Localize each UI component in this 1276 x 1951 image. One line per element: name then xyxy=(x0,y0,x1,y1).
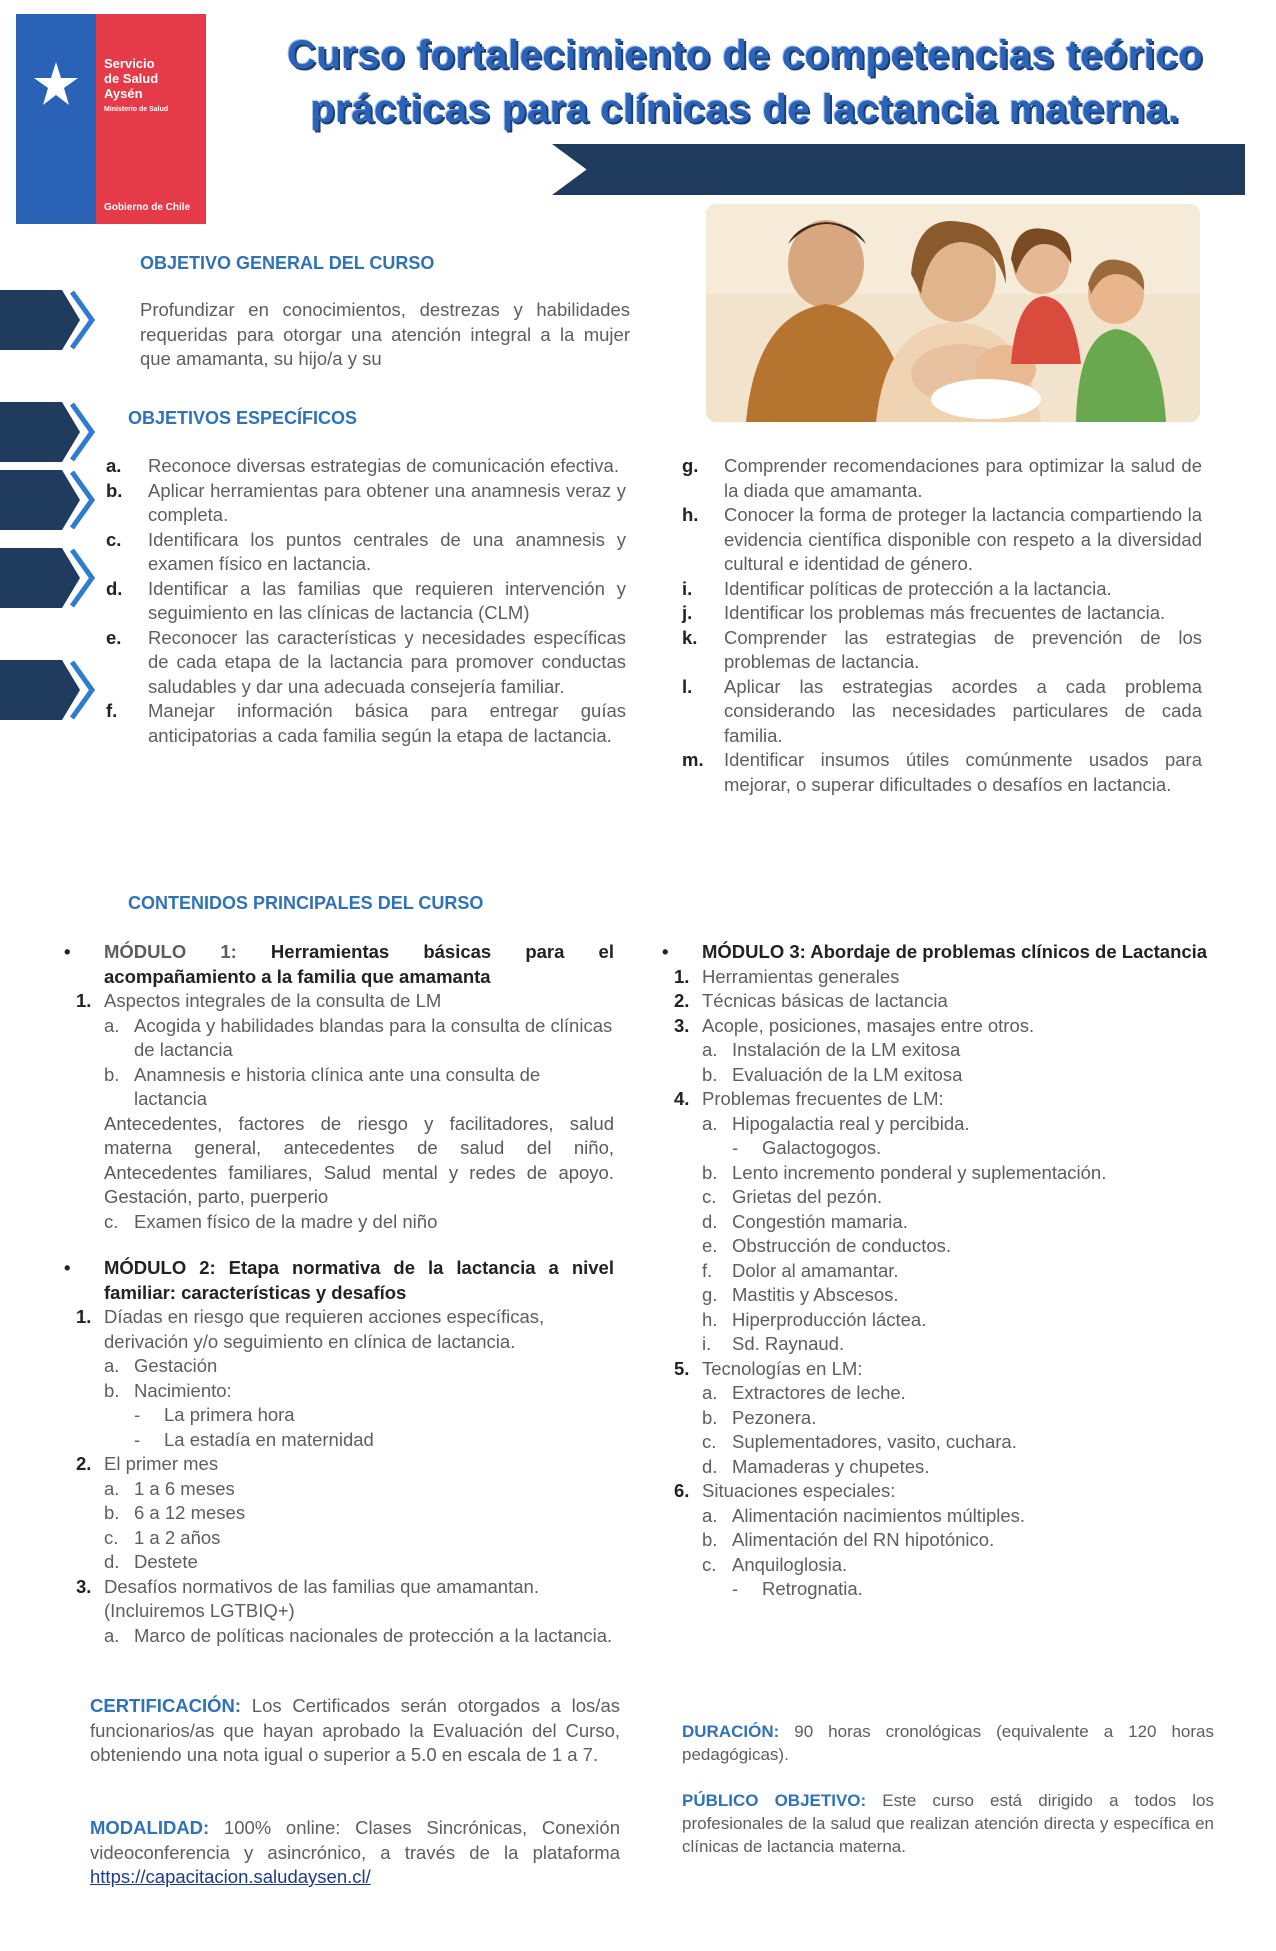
duracion-block xyxy=(682,1720,1214,1766)
list-marker: b. xyxy=(702,1406,718,1428)
objetivo-text: Identificar insumos útiles comúnmente usados para mejorar, o superar dificultades o desafíos en lactancia. xyxy=(724,749,1202,795)
list-marker: g. xyxy=(682,455,699,476)
objetivo-text: Identificar a las familias que requieren intervención y seguimiento en las clínicas de lactancia (CLM) xyxy=(148,577,626,623)
list-marker: b. xyxy=(104,1063,120,1085)
list-item-text: Alimentación nacimientos múltiples. xyxy=(732,1504,1026,1526)
list-item xyxy=(662,1112,1214,1137)
list-marker: i. xyxy=(702,1333,712,1354)
objetivo-item xyxy=(682,601,1202,626)
list-marker: a. xyxy=(104,1355,120,1376)
list-item xyxy=(64,1354,614,1379)
list-item xyxy=(64,1575,614,1624)
logo-org-line1: Servicio xyxy=(104,56,155,71)
objetivo-text: Conocer la forma de proteger la lactancia compartiendo la evidencia científica disponible con respeto a la diversidad cultural e identidad de género. xyxy=(724,504,1202,574)
list-marker: b. xyxy=(104,1502,120,1523)
publico-text: Este curso está dirigido a todos los profesionales de la salud que realizan atención directa y específica en clínicas de lactancia materna. xyxy=(682,1791,1214,1856)
list-marker: e. xyxy=(106,626,122,648)
list-marker: - xyxy=(134,1428,141,1450)
certificacion-text: Los Certificados serán otorgados a los/as funcionarios/as que hayan aprobado la Evaluación del Curso, obteniendo una nota igual o superior a 5.0 en escala de 1 a 7. xyxy=(90,1695,620,1765)
objetivo-item xyxy=(682,454,1202,503)
bullet-icon: • xyxy=(662,941,669,962)
objetivo-general-text: Profundizar en conocimientos, destrezas y habilidades requeridas para otorgar una atención integral a la mujer que amamanta, su hijo/a y su xyxy=(140,299,630,369)
modulo-3-name: MÓDULO 3: Abordaje de problemas clínicos de Lactancia xyxy=(702,941,1208,962)
list-marker: - xyxy=(134,1404,141,1425)
list-item xyxy=(662,1063,1214,1088)
page-title xyxy=(240,28,1250,136)
list-item-text: El primer mes xyxy=(104,1453,219,1474)
list-marker: a. xyxy=(702,1504,718,1526)
logo-org-name xyxy=(104,56,158,101)
list-marker: c. xyxy=(104,1526,119,1548)
publico-block xyxy=(682,1789,1214,1858)
modulo-1-section xyxy=(64,940,614,1234)
list-item-text: Aspectos integrales de la consulta de LM xyxy=(104,990,442,1011)
list-marker: b. xyxy=(106,479,123,501)
list-item-text: Anquiloglosia. xyxy=(732,1553,848,1575)
list-marker: b. xyxy=(702,1161,718,1183)
list-item-text: Hiperproducción láctea. xyxy=(732,1308,927,1330)
list-marker: h. xyxy=(682,504,699,525)
institution-logo xyxy=(16,14,206,224)
list-item-text: Galactogogos. xyxy=(762,1137,882,1158)
objetivo-item xyxy=(106,577,626,626)
list-item xyxy=(662,989,1214,1014)
objetivo-item xyxy=(106,626,626,700)
list-item xyxy=(64,1403,614,1428)
list-item-text: Situaciones especiales: xyxy=(702,1480,896,1501)
list-item-text: Técnicas básicas de lactancia xyxy=(702,990,948,1011)
list-marker: a. xyxy=(104,1477,120,1499)
chevron-decoration-1 xyxy=(0,290,100,350)
list-item-text: Hipogalactia real y percibida. xyxy=(732,1112,970,1134)
objetivo-item xyxy=(682,577,1202,602)
list-item xyxy=(662,1455,1214,1480)
certificacion-label: CERTIFICACIÓN: xyxy=(90,1695,242,1716)
list-item-text: Tecnologías en LM: xyxy=(702,1357,863,1379)
list-marker: g. xyxy=(702,1284,718,1305)
list-item xyxy=(662,1136,1214,1161)
list-marker: e. xyxy=(702,1235,718,1256)
list-item-text: 6 a 12 meses xyxy=(134,1502,246,1523)
objetivo-text: Reconocer las características y necesidades específicas de cada etapa de la lactancia para promover conductas saludables y dar una adecuada consejería familiar. xyxy=(148,626,626,697)
list-marker: a. xyxy=(702,1039,718,1060)
logo-red-panel xyxy=(96,14,206,224)
title-banner-bar xyxy=(552,144,1245,195)
list-item-text: Examen físico de la madre y del niño xyxy=(134,1210,438,1232)
chevron-decoration-3 xyxy=(0,470,100,530)
list-item xyxy=(662,1234,1214,1259)
bullet-icon: • xyxy=(64,941,71,962)
list-marker: c. xyxy=(702,1431,717,1452)
list-marker: b. xyxy=(702,1063,718,1085)
list-item xyxy=(662,1479,1214,1504)
list-item-text: Alimentación del RN hipotónico. xyxy=(732,1529,995,1550)
objetivo-item xyxy=(106,528,626,577)
objetivo-item xyxy=(106,479,626,528)
modulo-1-prefix: MÓDULO 1: xyxy=(104,941,237,962)
list-marker: d. xyxy=(702,1455,718,1477)
list-item xyxy=(662,1357,1214,1382)
list-item-text: Desafíos normativos de las familias que amamantan. (Incluiremos LGTBIQ+) xyxy=(104,1575,539,1621)
modulo-1-title xyxy=(64,940,614,989)
certificacion-block xyxy=(90,1694,620,1768)
list-item-text: Congestión mamaria. xyxy=(732,1210,908,1232)
objetivos-right-list xyxy=(682,454,1202,797)
list-item xyxy=(64,1063,614,1112)
duracion-text: 90 horas cronológicas (equivalente a 120 horas pedagógicas). xyxy=(682,1722,1214,1764)
list-item-text: Acogida y habilidades blandas para la consulta de clínicas de lactancia xyxy=(134,1014,613,1060)
modulo-3-section xyxy=(662,940,1214,1602)
list-marker: f. xyxy=(702,1259,713,1281)
list-item xyxy=(662,1087,1214,1112)
platform-link[interactable]: https://capacitacion.saludaysen.cl/ xyxy=(90,1866,371,1887)
list-item xyxy=(64,1477,614,1502)
list-item-text: Gestación xyxy=(134,1355,218,1376)
list-marker: 3. xyxy=(674,1014,690,1036)
list-marker: m. xyxy=(682,749,704,770)
title-line1: Curso fortalecimiento de competencias teórico xyxy=(286,33,1204,77)
list-marker: 1. xyxy=(76,990,92,1011)
chevron-decoration-4 xyxy=(0,548,100,608)
list-item-text: Destete xyxy=(134,1551,198,1572)
list-marker: - xyxy=(732,1578,739,1599)
objetivos-especificos-heading: OBJETIVOS ESPECÍFICOS xyxy=(128,408,358,428)
objetivo-text: Manejar información básica para entregar guías anticipatorias a cada familia según la etapa de lactancia. xyxy=(148,700,626,746)
objetivo-text: Identificar los problemas más frecuentes de lactancia. xyxy=(724,602,1166,623)
objetivo-text: Identificara los puntos centrales de una anamnesis y examen físico en lactancia. xyxy=(148,528,626,574)
duracion-label: DURACIÓN: xyxy=(682,1722,780,1741)
objetivo-general-heading: OBJETIVO GENERAL DEL CURSO xyxy=(140,253,435,273)
list-item-text: Evaluación de la LM exitosa xyxy=(732,1063,963,1085)
modalidad-text: 100% online: Clases Sincrónicas, Conexión videoconferencia y asincrónico, a través de la plataforma xyxy=(90,1817,620,1863)
list-marker: a. xyxy=(106,455,122,476)
list-item xyxy=(64,1550,614,1575)
modulo-2-title xyxy=(64,1256,614,1305)
list-marker: b. xyxy=(702,1529,718,1550)
publico-label: PÚBLICO OBJETIVO: xyxy=(682,1791,867,1810)
list-item-text: Acople, posiciones, masajes entre otros. xyxy=(702,1014,1035,1036)
list-marker: b. xyxy=(104,1379,120,1401)
list-item xyxy=(662,1553,1214,1578)
list-item xyxy=(64,1305,614,1354)
list-item xyxy=(662,965,1214,990)
list-item-text: Mastitis y Abscesos. xyxy=(732,1284,899,1305)
list-item xyxy=(64,1624,614,1649)
list-item xyxy=(662,1528,1214,1553)
logo-ministry: Ministerio de Salud xyxy=(104,106,169,113)
modulo-1-note: Antecedentes, factores de riesgo y facilitadores, salud materna general, antecedentes de salud del niño, Antecedentes familiares, Salud mental y redes de apoyo. Gestación, parto, puerperio xyxy=(104,1112,614,1207)
list-item xyxy=(662,1504,1214,1529)
list-item-text: Problemas frecuentes de LM: xyxy=(702,1088,944,1109)
list-item-text: Obstrucción de conductos. xyxy=(732,1235,952,1256)
list-item-text: La estadía en maternidad xyxy=(164,1428,374,1450)
list-item xyxy=(64,1379,614,1404)
contenidos-heading: CONTENIDOS PRINCIPALES DEL CURSO xyxy=(128,893,484,913)
list-item xyxy=(64,1526,614,1551)
title-line2: prácticas para clínicas de lactancia materna. xyxy=(310,87,1180,131)
list-item-text: Sd. Raynaud. xyxy=(732,1333,845,1354)
list-marker: j. xyxy=(682,602,693,623)
objetivo-text: Reconoce diversas estrategias de comunicación efectiva. xyxy=(148,455,619,476)
list-item-text: La primera hora xyxy=(164,1404,295,1425)
list-item xyxy=(662,1210,1214,1235)
list-marker: c. xyxy=(106,528,122,550)
list-marker: 2. xyxy=(674,990,690,1011)
modulo-3-title xyxy=(662,940,1214,965)
modulo-2-section xyxy=(64,1256,614,1648)
list-item-text: Marco de políticas nacionales de protección a la lactancia. xyxy=(134,1624,613,1646)
objetivo-item xyxy=(682,748,1202,797)
list-item-text: Pezonera. xyxy=(732,1406,817,1428)
bullet-icon: • xyxy=(64,1257,71,1278)
list-marker: d. xyxy=(702,1210,718,1232)
list-item xyxy=(662,1259,1214,1284)
list-item-text: Anamnesis e historia clínica ante una consulta de lactancia xyxy=(134,1063,541,1109)
objetivo-text: Aplicar herramientas para obtener una anamnesis veraz y completa. xyxy=(148,479,626,525)
list-item-text: Suplementadores, vasito, cuchara. xyxy=(732,1431,1017,1452)
logo-blue-panel xyxy=(16,14,96,224)
list-item xyxy=(64,1428,614,1453)
list-marker: 1. xyxy=(674,965,690,987)
list-marker: h. xyxy=(702,1308,718,1330)
list-item xyxy=(64,1014,614,1063)
objetivo-item xyxy=(106,454,626,479)
list-item xyxy=(662,1308,1214,1333)
list-marker: - xyxy=(732,1137,739,1158)
list-marker: a. xyxy=(104,1014,120,1036)
list-item-text: Extractores de leche. xyxy=(732,1382,906,1403)
list-item xyxy=(662,1185,1214,1210)
list-marker: 3. xyxy=(76,1575,92,1597)
list-item xyxy=(64,1452,614,1477)
list-marker: 2. xyxy=(76,1453,92,1474)
objetivo-item xyxy=(682,503,1202,577)
list-item xyxy=(662,1038,1214,1063)
list-marker: 6. xyxy=(674,1480,690,1501)
list-marker: k. xyxy=(682,626,698,648)
family-breastfeeding-illustration xyxy=(706,204,1200,422)
objetivo-text: Comprender recomendaciones para optimizar la salud de la diada que amamanta. xyxy=(724,455,1202,501)
list-item xyxy=(662,1406,1214,1431)
list-marker: f. xyxy=(106,700,118,721)
list-item-text: Instalación de la LM exitosa xyxy=(732,1039,961,1060)
list-marker: d. xyxy=(104,1551,120,1572)
list-marker: c. xyxy=(702,1553,717,1575)
list-item-text: Nacimiento: xyxy=(134,1379,232,1401)
chevron-decoration-5 xyxy=(0,660,100,720)
list-item-text: Herramientas generales xyxy=(702,965,900,987)
modalidad-block xyxy=(90,1816,620,1890)
objetivo-text: Identificar políticas de protección a la lactancia. xyxy=(724,577,1112,599)
modulo-2-name: MÓDULO 2: Etapa normativa de la lactancia a nivel familiar: características y desafíos xyxy=(104,1257,614,1303)
list-item-text: 1 a 6 meses xyxy=(134,1477,235,1499)
list-item-text: Dolor al amamantar. xyxy=(732,1259,899,1281)
list-item xyxy=(64,989,614,1014)
list-item xyxy=(64,1501,614,1526)
logo-org-line2: de Salud xyxy=(104,71,159,86)
list-marker: l. xyxy=(682,675,693,697)
chevron-decoration-2 xyxy=(0,402,100,462)
list-marker: c. xyxy=(104,1210,119,1232)
list-item-text: Grietas del pezón. xyxy=(732,1186,883,1207)
list-item xyxy=(662,1332,1214,1357)
modalidad-label: MODALIDAD: xyxy=(90,1817,210,1838)
list-marker: 5. xyxy=(674,1357,690,1379)
list-item xyxy=(662,1430,1214,1455)
list-item xyxy=(64,1210,614,1235)
list-item-text: Lento incremento ponderal y suplementación. xyxy=(732,1161,1107,1183)
list-item xyxy=(662,1577,1214,1602)
list-marker: 1. xyxy=(76,1306,92,1327)
list-marker: a. xyxy=(702,1382,718,1403)
list-item xyxy=(662,1161,1214,1186)
list-marker: d. xyxy=(106,577,123,599)
list-item xyxy=(662,1381,1214,1406)
list-marker: c. xyxy=(702,1186,717,1207)
list-item xyxy=(662,1014,1214,1039)
logo-government: Gobierno de Chile xyxy=(104,202,191,213)
coat-of-arms-icon xyxy=(28,58,84,114)
list-marker: a. xyxy=(702,1112,718,1134)
list-marker: 4. xyxy=(674,1088,690,1109)
list-marker: a. xyxy=(104,1624,120,1646)
list-item-text: Retrognatia. xyxy=(762,1578,863,1599)
list-item-text: Mamaderas y chupetes. xyxy=(732,1455,930,1477)
objetivo-text: Comprender las estrategias de prevención de los problemas de lactancia. xyxy=(724,626,1202,672)
objetivo-item xyxy=(682,626,1202,675)
objetivos-left-list xyxy=(106,454,626,748)
logo-org-line3: Aysén xyxy=(104,86,143,101)
modulo-1-name: Herramientas básicas para el acompañamiento a la familia que amamanta xyxy=(104,941,614,987)
objetivo-item xyxy=(682,675,1202,749)
objetivo-text: Aplicar las estrategias acordes a cada problema considerando las necesidades particulares de cada familia. xyxy=(724,675,1202,746)
list-item-text: 1 a 2 años xyxy=(134,1526,221,1548)
list-item xyxy=(662,1283,1214,1308)
objetivo-item xyxy=(106,699,626,748)
list-marker: i. xyxy=(682,577,693,599)
list-item-text: Díadas en riesgo que requieren acciones específicas, derivación y/o seguimiento en clínica de lactancia. xyxy=(104,1306,545,1352)
